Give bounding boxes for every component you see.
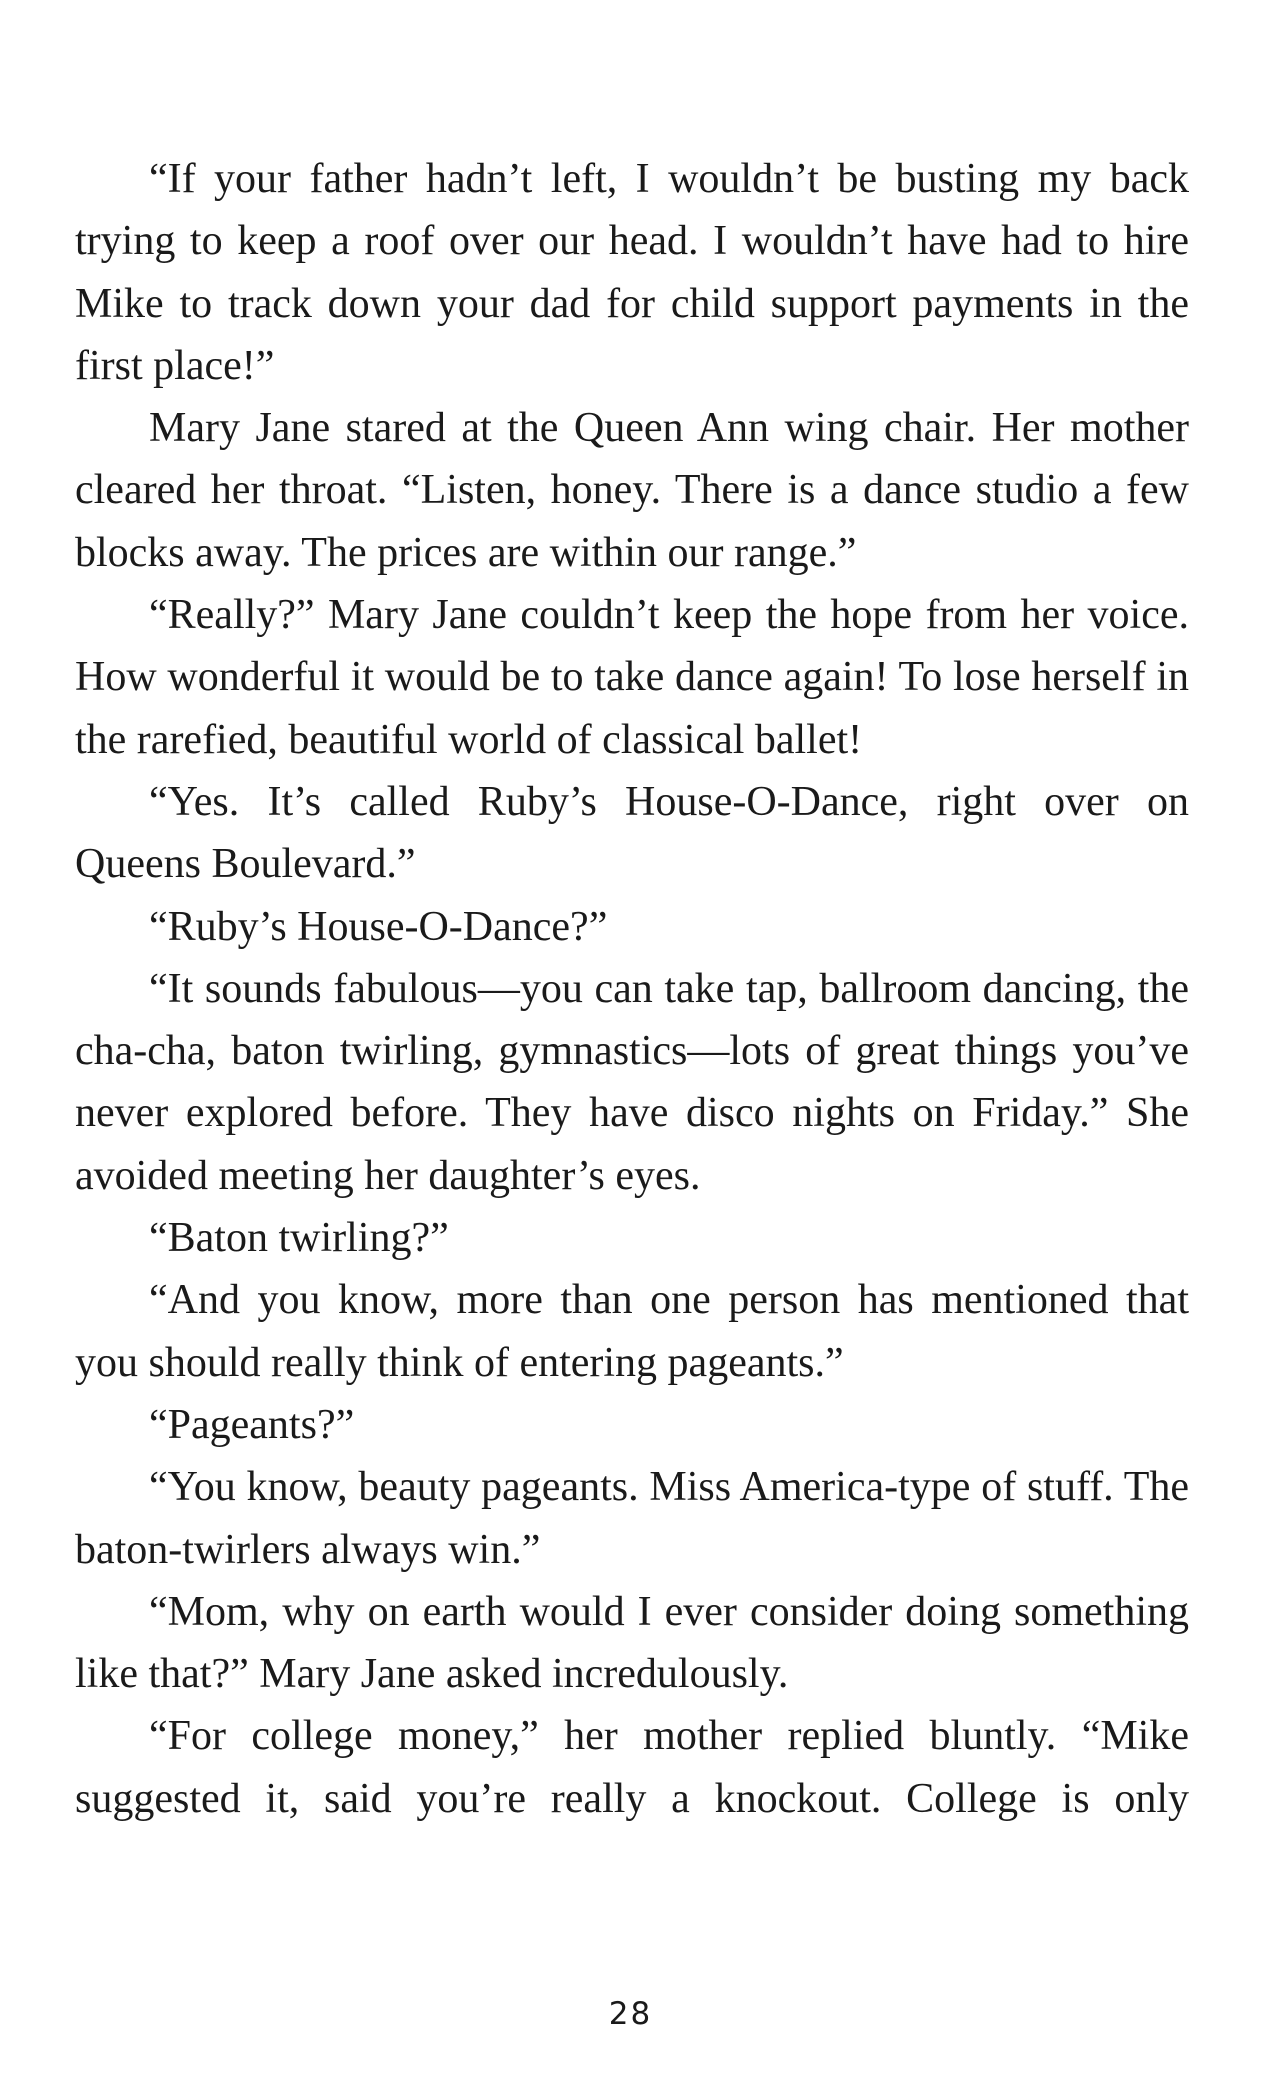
paragraph: “Ruby’s House-O-Dance?”: [149, 903, 608, 950]
paragraph: Mary Jane stared at the Queen Ann wing chair. Her mother cleared her throat. “Listen, honey. There is a dance studio a few blocks away. The prices are within our range.”: [75, 405, 1189, 576]
paragraph: “If your father hadn’t left, I wouldn’t be busting my back trying to keep a roof over our head. I wouldn’t have had to hire Mike to track down your dad for child support payments in the first place!”: [75, 156, 1189, 389]
paragraph: “Mom, why on earth would I ever consider doing something like that?” Mary Jane asked incredulously.: [75, 1588, 1189, 1698]
paragraph: “Really?” Mary Jane couldn’t keep the hope from her voice. How wonderful it would be to take dance again! To lose herself in the rarefied, beautiful world of classical ballet!: [75, 592, 1189, 763]
paragraph: “Yes. It’s called Ruby’s House-O-Dance, right over on Queens Boulevard.”: [75, 778, 1189, 888]
paragraph: “You know, beauty pageants. Miss America-type of stuff. The baton-twirlers always win.”: [75, 1464, 1189, 1573]
paragraph: “Baton twirling?”: [149, 1215, 449, 1262]
paragraph: “And you know, more than one person has mentioned that you should really think of entering pageants.”: [75, 1277, 1189, 1386]
page-body: [75, 148, 1189, 1830]
paragraph: “Pageants?”: [149, 1401, 355, 1448]
paragraph: “For college money,” her mother replied bluntly. “Mike suggested it, said you’re really a knockout. College is only: [75, 1713, 1189, 1822]
page-number: 28: [608, 1996, 653, 2032]
paragraph: “It sounds fabulous—you can take tap, ballroom dancing, the cha-cha, baton twirling, gymnastics—lots of great things you’ve never explored before. They have disco nights on Friday.” She avoided meeting her daughter’s eyes.: [75, 965, 1189, 1199]
